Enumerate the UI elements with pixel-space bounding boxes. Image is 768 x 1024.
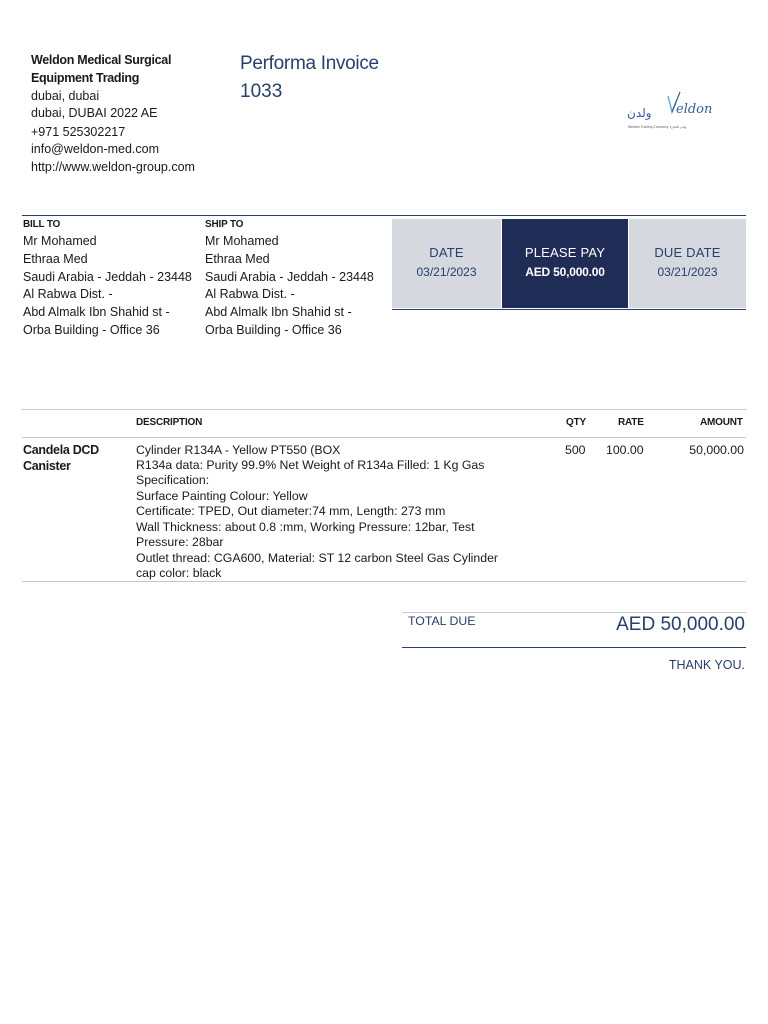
item-amount: 50,000.00 (689, 443, 744, 457)
bill-to-line: Ethraa Med (23, 251, 88, 266)
item-description-line: Pressure: 28bar (136, 535, 224, 549)
description-header: DESCRIPTION (136, 417, 203, 428)
please-pay-value: AED 50,000.00 (525, 265, 605, 279)
item-rate: 100.00 (606, 443, 644, 457)
ship-to-line: Abd Almalk Ibn Shahid st - (205, 305, 352, 320)
ship-to-line: Mr Mohamed (205, 234, 279, 248)
please-pay-box (502, 219, 628, 308)
item-description-line: Specification: (136, 473, 210, 487)
invoice-number: 1033 (240, 81, 283, 102)
logo-arabic-text: ولدن (627, 106, 652, 120)
item-description-line: Certificate: TPED, Out diameter:74 mm, Length: 273 mm (136, 504, 446, 518)
qty-header: QTY (566, 417, 586, 428)
company-name: Weldon Medical Surgical Equipment Trading (31, 53, 172, 85)
ship-to-section (205, 219, 374, 340)
ship-to-line: Al Rabwa Dist. - (205, 287, 295, 302)
item-description-line: Cylinder R134A - Yellow PT550 (BOX (136, 443, 341, 457)
thank-you-text: THANK YOU. (668, 658, 745, 672)
due-date-value: 03/21/2023 (657, 265, 718, 279)
ship-to-line: Saudi Arabia - Jeddah - 23448 (205, 269, 374, 284)
ship-to-line: Ethraa Med (205, 251, 270, 266)
item-description-line: R134a data: Purity 99.9% Net Weight of R134a Filled: 1 Kg Gas (136, 458, 485, 472)
item-description-line: Wall Thickness: about 0.8 :mm, Working Pressure: 12bar, Test (136, 520, 475, 534)
item-name: Candela DCD Canister (23, 443, 99, 473)
ship-to-line: Orba Building - Office 36 (205, 322, 342, 337)
item-description-line: Surface Painting Colour: Yellow (136, 489, 308, 503)
header-divider (22, 215, 746, 216)
logo-wordmark: eldon (676, 102, 713, 117)
rate-header: RATE (618, 417, 644, 428)
bill-to-line: Abd Almalk Ibn Shahid st - (23, 305, 170, 320)
due-date-box (629, 219, 746, 308)
bill-to-section (23, 219, 192, 340)
summary-divider (392, 309, 746, 310)
due-date-label: DUE DATE (654, 245, 721, 260)
company-address-line-1: dubai, dubai (31, 89, 100, 103)
item-qty: 500 (565, 443, 586, 457)
company-address-line-2: dubai, DUBAI 2022 AE (31, 106, 158, 120)
total-top-rule (402, 612, 746, 613)
company-website: http://www.weldon-group.com (31, 160, 195, 174)
bill-to-line: Saudi Arabia - Jeddah - 23448 (23, 269, 192, 284)
table-header-rule (22, 437, 746, 438)
please-pay-label: PLEASE PAY (524, 245, 606, 260)
date-box (392, 219, 501, 308)
bill-to-line: Mr Mohamed (23, 234, 97, 248)
document-title: Performa Invoice (240, 53, 379, 74)
table-top-rule (22, 409, 746, 410)
item-description-line: Outlet thread: CGA600, Material: ST 12 carbon Steel Gas Cylinder (136, 551, 499, 565)
company-logo (624, 90, 716, 134)
company-email: info@weldon-med.com (31, 142, 160, 156)
logo-tagline: Weldon Trading Company ولدن للتجارة (628, 125, 687, 129)
bill-to-heading: BILL TO (23, 219, 61, 230)
amount-header: AMOUNT (700, 417, 743, 428)
company-phone: +971 525302217 (31, 125, 126, 139)
date-value: 03/21/2023 (416, 265, 477, 279)
bill-to-line: Orba Building - Office 36 (23, 322, 160, 337)
item-description-line: cap color: black (136, 566, 222, 580)
total-bottom-rule (402, 647, 746, 648)
table-bottom-rule (22, 581, 746, 582)
bill-to-line: Al Rabwa Dist. - (23, 287, 113, 302)
date-label: DATE (429, 245, 464, 260)
total-due-label: TOTAL DUE (408, 614, 476, 628)
ship-to-heading: SHIP TO (205, 219, 244, 230)
total-due-value: AED 50,000.00 (616, 614, 745, 635)
